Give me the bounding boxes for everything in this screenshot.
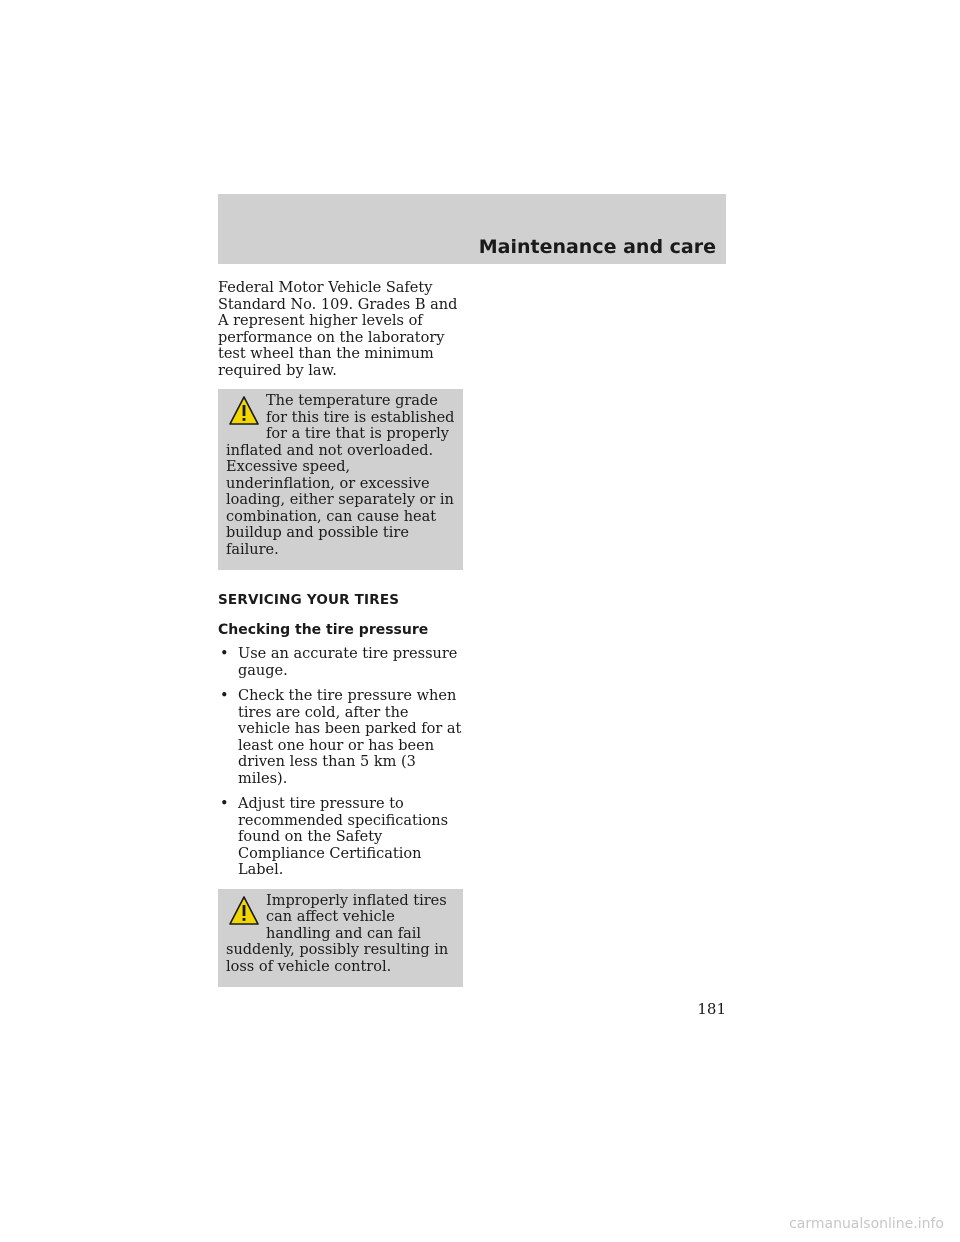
- section-heading: SERVICING YOUR TIRES: [218, 592, 400, 608]
- page-number: 181: [697, 1000, 726, 1018]
- list-item: [218, 796, 463, 879]
- list-item-text: Adjust tire pressure to recommended specifications found on the Safety Compliance Certification Label.: [238, 796, 449, 878]
- section-title: Maintenance and care: [478, 236, 716, 258]
- section-header-band: [218, 194, 726, 264]
- warning-triangle-icon: [228, 895, 260, 927]
- warning-box-temperature: [218, 389, 463, 570]
- list-item: [218, 646, 463, 679]
- warning-box-inflation: [218, 889, 463, 988]
- list-item-text: Use an accurate tire pressure gauge.: [238, 646, 458, 679]
- list-item: [218, 688, 463, 787]
- sub-heading: Checking the tire pressure: [218, 622, 429, 638]
- warning-text: The temperature grade for this tire is established for a tire that is properly inflated and not overloaded. Excessive speed, underinflation, or excessive loading, either separately or in combination, can cause heat buildup and possible tire failure.: [226, 393, 455, 558]
- bullet-list: [218, 646, 463, 879]
- warning-triangle-icon: [228, 395, 260, 427]
- warning-text: Improperly inflated tires can affect vehicle handling and can fail suddenly, possibly resulting in loss of vehicle control.: [226, 892, 449, 975]
- bullet-icon: •: [220, 646, 229, 662]
- list-item-text: Check the tire pressure when tires are cold, after the vehicle has been parked for at least one hour or has been driven less than 5 km (3 miles).: [238, 688, 462, 787]
- bullet-icon: •: [220, 796, 229, 812]
- intro-paragraph: Federal Motor Vehicle Safety Standard No. 109. Grades B and A represent higher levels of performance on the laboratory test wheel than the minimum required by law.: [218, 280, 458, 379]
- bullet-icon: •: [220, 688, 229, 704]
- text-column: [218, 280, 468, 987]
- watermark: carmanualsonline.info: [789, 1216, 944, 1232]
